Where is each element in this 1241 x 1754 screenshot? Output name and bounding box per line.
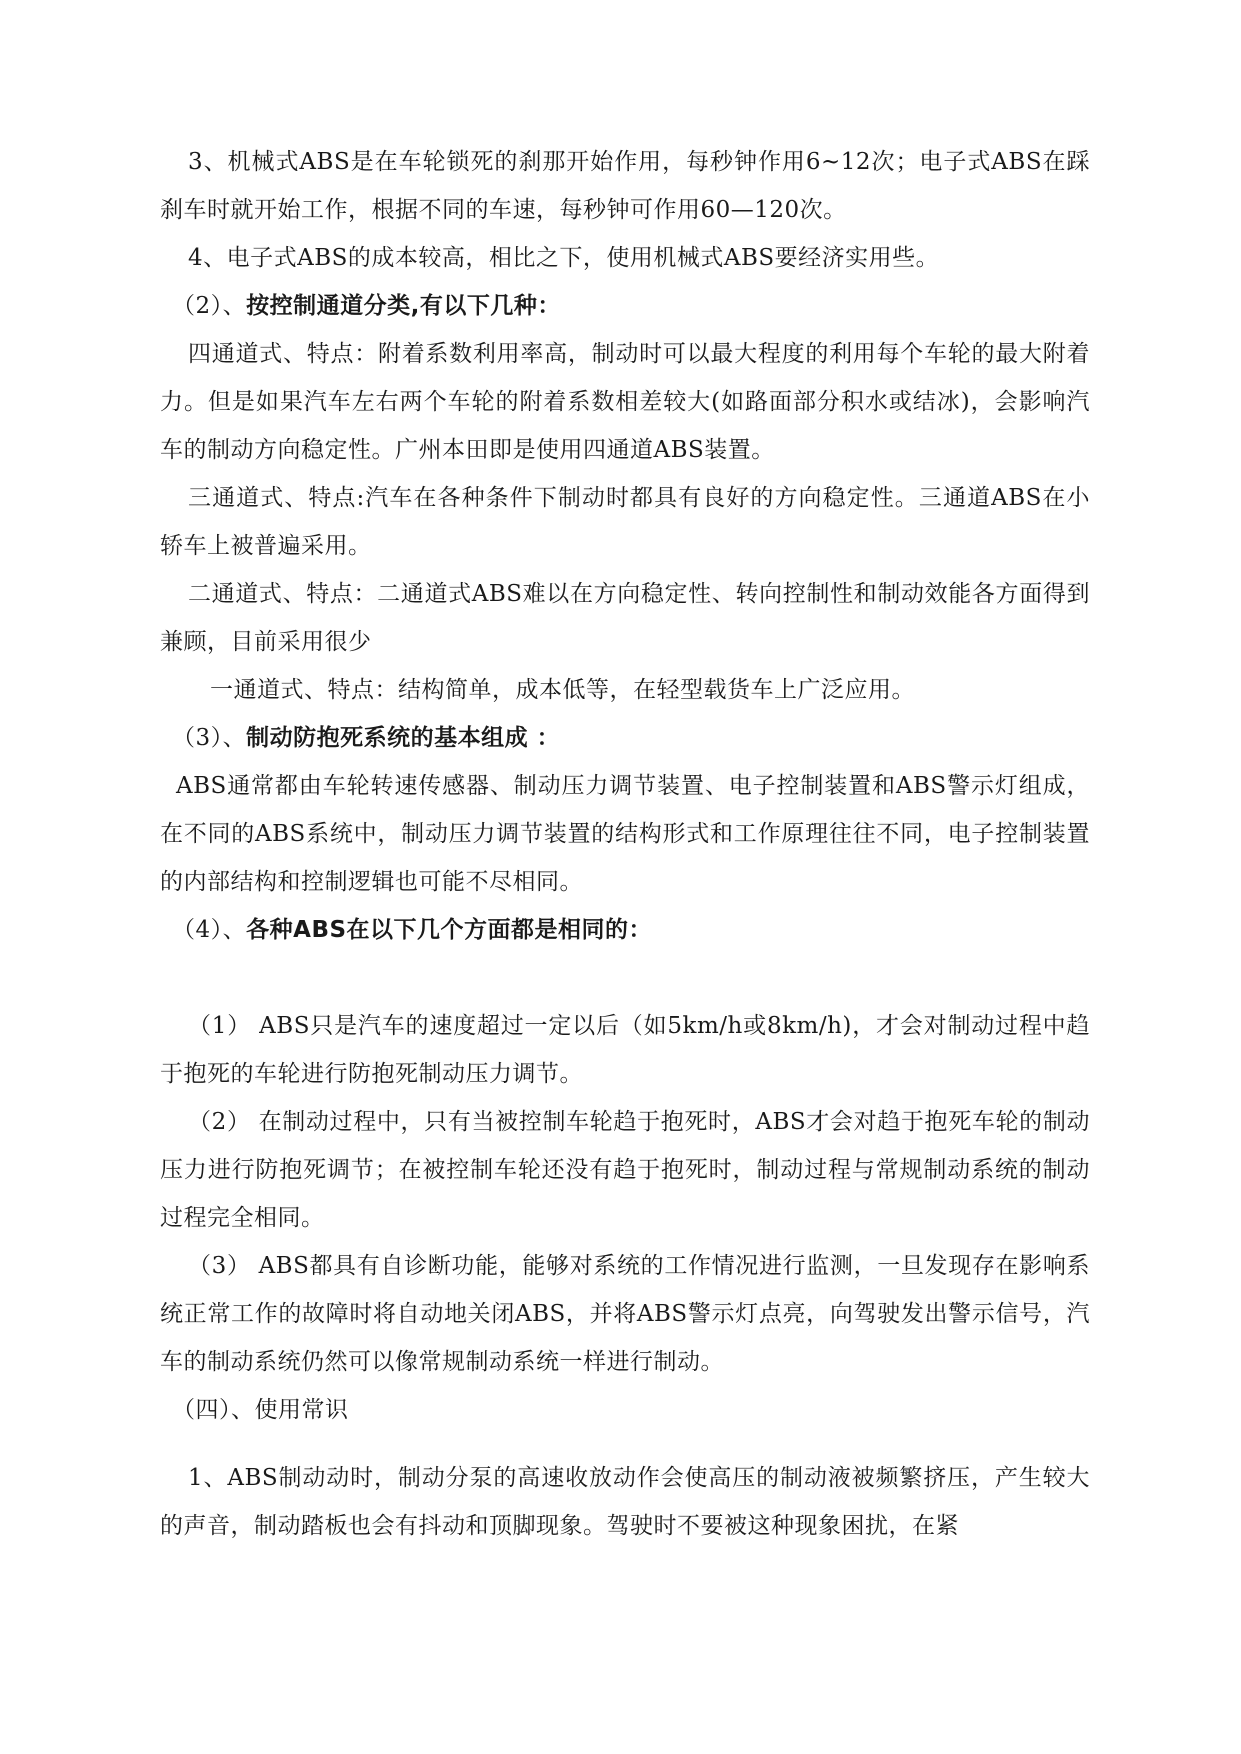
heading-channel-classification (160, 282, 1090, 330)
paragraph-mechanical-vs-electronic: 3、机械式ABS是在车轮锁死的刹那开始作用，每秒钟作用6~12次；电子式ABS在踩刹车时就开始工作，根据不同的车速，每秒钟可作用60—120次。 (160, 149, 1090, 223)
paragraph-three-channel: 三通道式、特点:汽车在各种条件下制动时都具有良好的方向稳定性。三通道ABS在小轿车上被普遍采用。 (160, 485, 1090, 559)
heading-text: 制动防抱死系统的基本组成 ： (246, 725, 561, 751)
paragraph-usage-1: 1、ABS制动动时，制动分泵的高速收放动作会使高压的制动液被频繁挤压，产生较大的声音，制动踏板也会有抖动和顶脚现象。驾驶时不要被这种现象困扰，在紧 (160, 1465, 1090, 1539)
heading-number: （3）、 (172, 725, 247, 751)
heading-usage-knowledge: （四）、使用常识 (172, 1397, 349, 1423)
paragraph-common-1: （1） ABS只是汽车的速度超过一定以后（如5km/h或8km/h)，才会对制动过程中趋于抱死的车轮进行防抱死制动压力调节。 (160, 1013, 1090, 1087)
heading-text: 各种ABS在以下几个方面都是相同的： (246, 917, 653, 943)
spacer (160, 1434, 1090, 1454)
paragraph-four-channel: 四通道式、特点：附着系数利用率高，制动时可以最大程度的利用每个车轮的最大附着力。但是如果汽车左右两个车轮的附着系数相差较大(如路面部分积水或结冰)，会影响汽车的制动方向稳定性。广州本田即是使用四通道ABS装置。 (160, 341, 1090, 463)
heading-common-aspects (160, 906, 1090, 954)
heading-basic-composition (160, 714, 1090, 762)
paragraph-common-3: （3） ABS都具有自诊断功能，能够对系统的工作情况进行监测，一旦发现存在影响系统正常工作的故障时将自动地关闭ABS，并将ABS警示灯点亮，向驾驶发出警示信号，汽车的制动系统仍然可以像常规制动系统一样进行制动。 (160, 1253, 1090, 1375)
heading-number: （2）、 (172, 293, 247, 319)
paragraph-cost: 4、电子式ABS的成本较高，相比之下，使用机械式ABS要经济实用些。 (188, 245, 940, 271)
document-page (160, 138, 1090, 1550)
paragraph-common-2: （2） 在制动过程中，只有当被控制车轮趋于抱死时，ABS才会对趋于抱死车轮的制动压力进行防抱死调节；在被控制车轮还没有趋于抱死时，制动过程与常规制动系统的制动过程完全相同。 (160, 1109, 1090, 1231)
paragraph-two-channel: 二通道式、特点：二通道式ABS难以在方向稳定性、转向控制性和制动效能各方面得到兼顾，目前采用很少 (160, 581, 1090, 655)
heading-text: 按控制通道分类,有以下几种： (246, 293, 561, 319)
paragraph-one-channel: 一通道式、特点：结构简单，成本低等，在轻型载货车上广泛应用。 (210, 677, 915, 703)
paragraph-abs-composition: ABS通常都由车轮转速传感器、制动压力调节装置、电子控制装置和ABS警示灯组成，在不同的ABS系统中，制动压力调节装置的结构形式和工作原理往往不同，电子控制装置的内部结构和控制逻辑也可能不尽相同。 (160, 773, 1090, 895)
blank-line (160, 954, 1090, 1002)
heading-number: （4）、 (172, 917, 247, 943)
